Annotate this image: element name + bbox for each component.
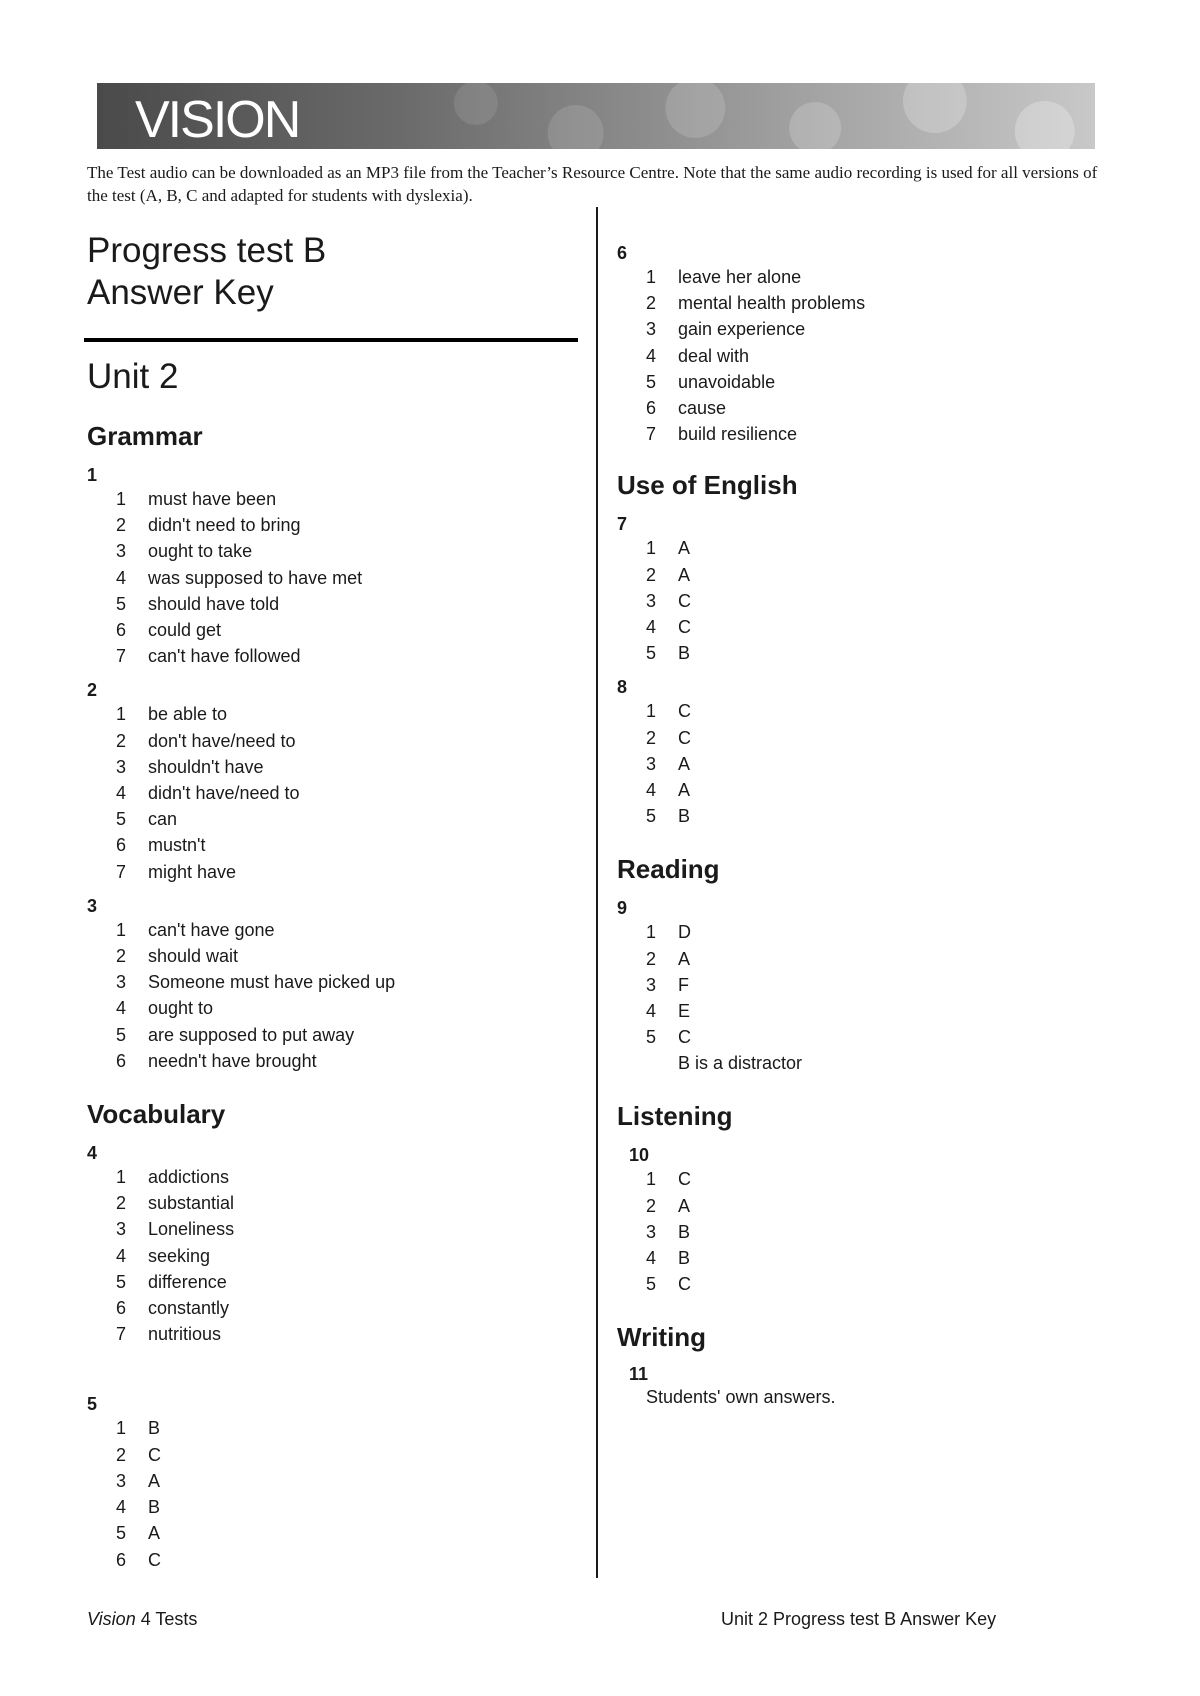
answer-item: 6 constantly bbox=[116, 1298, 230, 1319]
exercise-number: 8 bbox=[617, 677, 628, 698]
answer-item: 1 B bbox=[116, 1418, 161, 1439]
exercise-10 bbox=[617, 1144, 1177, 1297]
answer-item: 5 should have told bbox=[116, 593, 280, 614]
answer-item: 2 should wait bbox=[116, 946, 239, 967]
section-heading-vocabulary: Vocabulary bbox=[87, 1099, 226, 1130]
section-heading-grammar: Grammar bbox=[87, 421, 203, 451]
title-line-2: Answer Key bbox=[87, 273, 274, 312]
answer-item: 2 substantial bbox=[116, 1193, 235, 1214]
answer-item: 3 F bbox=[646, 974, 689, 995]
answer-list bbox=[87, 917, 577, 1074]
answer-item: 4 was supposed to have met bbox=[116, 567, 363, 588]
exercise-3 bbox=[87, 895, 577, 1074]
exercise-1 bbox=[87, 464, 577, 669]
answer-item: 4 C bbox=[646, 617, 691, 638]
header-banner bbox=[97, 83, 1095, 149]
answer-item: 4 seeking bbox=[116, 1245, 211, 1266]
exercise-9 bbox=[617, 897, 1177, 1076]
answer-item: 5 difference bbox=[116, 1271, 227, 1292]
left-column bbox=[87, 420, 577, 1573]
answer-item: 5 B bbox=[646, 643, 691, 664]
exercise-11 bbox=[617, 1363, 1177, 1409]
answer-item: 3 B bbox=[646, 1221, 691, 1242]
section-heading-writing: Writing bbox=[617, 1322, 707, 1353]
answer-item: 3 A bbox=[646, 753, 691, 774]
writing-answer: Students' own answers. bbox=[646, 1387, 836, 1408]
answer-item: 4 B bbox=[646, 1248, 691, 1269]
exercise-number: 10 bbox=[629, 1145, 650, 1166]
answer-list bbox=[87, 1415, 577, 1572]
answer-item: 6 mustn't bbox=[116, 835, 206, 856]
answer-item: 1 be able to bbox=[116, 704, 228, 725]
svg-text:VISION: VISION bbox=[135, 91, 300, 147]
section-heading-use-of-english: Use of English bbox=[617, 470, 798, 501]
banner-pattern bbox=[396, 83, 1095, 149]
exercise-number: 11 bbox=[629, 1364, 649, 1385]
answer-list bbox=[87, 1164, 577, 1347]
exercise-number: 6 bbox=[617, 243, 628, 263]
answer-item: 2 A bbox=[646, 1195, 691, 1216]
answer-item: 4 didn't have/need to bbox=[116, 783, 300, 804]
answer-item: 5 are supposed to put away bbox=[116, 1024, 355, 1045]
right-column bbox=[617, 242, 1177, 1409]
answer-item: 3 shouldn't have bbox=[116, 756, 264, 777]
answer-item: 6 C bbox=[116, 1549, 161, 1570]
answer-item: 3 C bbox=[646, 590, 691, 611]
answer-item: 1 C bbox=[646, 701, 691, 722]
answer-item: 5 B bbox=[646, 806, 691, 827]
exercise-number: 1 bbox=[87, 465, 98, 485]
answer-item: 2 C bbox=[646, 727, 691, 748]
answer-item: 6 could get bbox=[116, 620, 222, 641]
answer-list bbox=[87, 701, 577, 884]
answer-item: 2 C bbox=[116, 1444, 161, 1465]
title-line-1: Progress test B bbox=[87, 231, 327, 270]
footer-page-label: Unit 2 Progress test B Answer Key bbox=[721, 1609, 997, 1629]
answer-item: 2 A bbox=[646, 564, 691, 585]
answer-item: 1 A bbox=[646, 538, 691, 559]
answer-item: 1 D bbox=[646, 922, 691, 943]
answer-item: 3 gain experience bbox=[646, 319, 806, 340]
unit-title: Unit 2 bbox=[87, 357, 179, 396]
title-divider bbox=[84, 338, 578, 342]
answer-item: 1 C bbox=[646, 1169, 691, 1190]
answer-list bbox=[617, 919, 1177, 1050]
exercise-number: 3 bbox=[87, 895, 98, 916]
answer-item: 2 don't have/need to bbox=[116, 730, 296, 751]
answer-item: 7 nutritious bbox=[116, 1324, 222, 1345]
answer-item: 4 E bbox=[646, 1001, 691, 1022]
answer-item: 3 Loneliness bbox=[116, 1219, 235, 1240]
exercise-number: 4 bbox=[87, 1143, 98, 1164]
answer-list bbox=[87, 486, 577, 669]
intro-note: The Test audio can be downloaded as an MP3 file from the Teacher’s Resource Centre. Note that the same audio recording is used for all versions of the test (A, B, C and adapted for students with dyslexia). bbox=[87, 163, 1098, 205]
section-heading-reading: Reading bbox=[617, 854, 720, 885]
answer-list bbox=[617, 264, 1177, 447]
answer-list bbox=[617, 1166, 1177, 1297]
answer-item: 2 mental health problems bbox=[646, 293, 866, 314]
answer-item: 4 B bbox=[116, 1497, 161, 1518]
answer-item: 6 needn't have brought bbox=[116, 1050, 317, 1071]
answer-item: 7 might have bbox=[116, 861, 237, 882]
answer-item: 1 addictions bbox=[116, 1167, 230, 1188]
section-heading-listening: Listening bbox=[617, 1101, 733, 1132]
exercise-6 bbox=[617, 242, 1177, 447]
page-title bbox=[87, 230, 326, 314]
distractor-note: B is a distractor bbox=[678, 1053, 803, 1074]
answer-list bbox=[617, 698, 1177, 829]
exercise-8 bbox=[617, 676, 1177, 829]
exercise-7 bbox=[617, 513, 1177, 666]
answer-item: 1 can't have gone bbox=[116, 919, 275, 940]
answer-item: 4 deal with bbox=[646, 345, 750, 366]
answer-item: 5 can bbox=[116, 809, 178, 830]
answer-item: 4 A bbox=[646, 780, 691, 801]
exercise-number: 7 bbox=[617, 514, 628, 535]
footer-book-title bbox=[87, 1609, 197, 1630]
answer-list bbox=[617, 535, 1177, 666]
answer-item: 5 C bbox=[646, 1274, 691, 1295]
vision-logo bbox=[135, 85, 305, 147]
exercise-number: 5 bbox=[87, 1394, 98, 1415]
answer-item: 1 must have been bbox=[116, 489, 277, 509]
answer-item: 1 leave her alone bbox=[646, 267, 802, 287]
column-divider bbox=[596, 207, 598, 1578]
answer-item: 5 C bbox=[646, 1027, 691, 1048]
answer-item: 5 unavoidable bbox=[646, 371, 776, 392]
exercise-2 bbox=[87, 679, 577, 884]
exercise-number: 2 bbox=[87, 680, 98, 701]
answer-item: 2 A bbox=[646, 948, 691, 969]
answer-item: 7 can't have followed bbox=[116, 646, 301, 667]
answer-item: 2 didn't need to bring bbox=[116, 515, 301, 536]
answer-item: 3 Someone must have picked up bbox=[116, 972, 396, 993]
exercise-5 bbox=[87, 1393, 577, 1572]
answer-item: 3 ought to take bbox=[116, 541, 253, 562]
answer-item: 6 cause bbox=[646, 398, 727, 419]
footer-series-name: Vision bbox=[87, 1609, 136, 1629]
answer-item: 5 A bbox=[116, 1523, 161, 1544]
exercise-number: 9 bbox=[617, 898, 628, 919]
exercise-4 bbox=[87, 1142, 577, 1347]
answer-item: 4 ought to bbox=[116, 998, 214, 1019]
answer-item: 3 A bbox=[116, 1470, 161, 1491]
answer-item: 7 build resilience bbox=[646, 424, 798, 445]
footer-level: 4 Tests bbox=[135, 1609, 198, 1629]
